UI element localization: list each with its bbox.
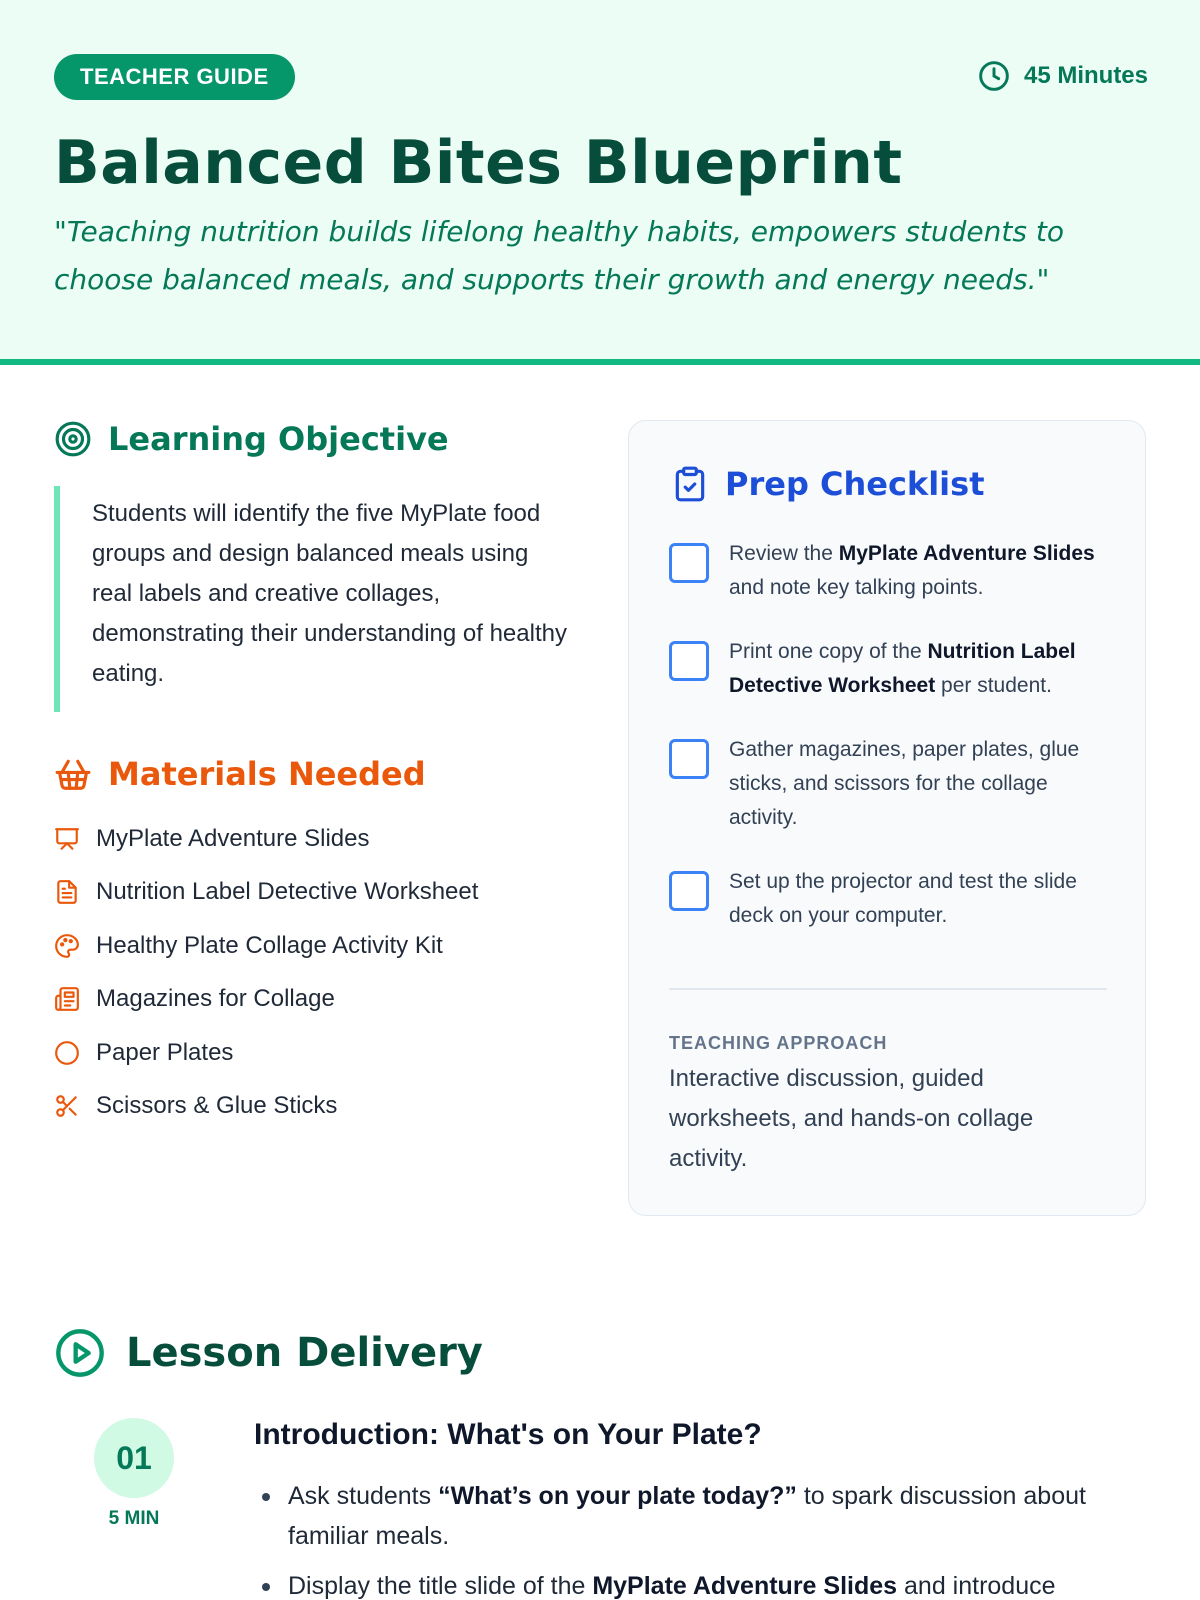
- material-label: Scissors & Glue Sticks: [96, 1092, 338, 1120]
- duration-indicator: [978, 58, 1148, 94]
- presentation-icon: [54, 826, 80, 852]
- checklist-item: [669, 733, 1109, 835]
- lesson-delivery-heading: [54, 1327, 483, 1379]
- circle-icon: [54, 1040, 80, 1066]
- materials-title: Materials Needed: [108, 755, 426, 793]
- material-label: Healthy Plate Collage Activity Kit: [96, 931, 443, 959]
- checklist-item: [669, 635, 1109, 703]
- checklist-text: Set up the projector and test the slide deck on your computer.: [729, 870, 1077, 927]
- list-item: Display the title slide of the MyPlate Adventure Slides and introduce: [260, 1566, 1160, 1600]
- checkbox[interactable]: [669, 871, 709, 911]
- learning-objective-heading: [54, 420, 449, 458]
- prep-checklist-heading: [671, 465, 984, 503]
- lesson-delivery-title: Lesson Delivery: [126, 1330, 483, 1376]
- material-label: Magazines for Collage: [96, 985, 335, 1013]
- step-bullet-list: [260, 1476, 1160, 1600]
- material-label: Paper Plates: [96, 1038, 234, 1066]
- clipboard-check-icon: [671, 465, 709, 503]
- prep-checklist-title: Prep Checklist: [725, 465, 985, 503]
- teaching-approach-label: TEACHING APPROACH: [669, 1033, 888, 1053]
- document-icon: [54, 879, 80, 905]
- palette-icon: [54, 933, 80, 959]
- learning-objective-text: Students will identify the five MyPlate food groups and design balanced meals using real labels and creative collages, demonstrating their understanding of healthy eating.: [54, 486, 574, 712]
- clock-icon: [978, 60, 1010, 92]
- scissors-icon: [54, 1093, 80, 1119]
- page-title: Balanced Bites Blueprint: [54, 128, 903, 198]
- materials-list: [54, 812, 594, 1133]
- teacher-guide-badge: TEACHER GUIDE: [54, 54, 295, 100]
- checkbox[interactable]: [669, 641, 709, 681]
- checklist-text: Review the MyPlate Adventure Slides and note key talking points.: [729, 542, 1095, 599]
- checklist-item: [669, 537, 1109, 605]
- step-duration: 5 MIN: [108, 1508, 160, 1529]
- target-icon: [54, 420, 92, 458]
- header-banner: [0, 0, 1200, 365]
- checklist-text: Gather magazines, paper plates, glue sticks, and scissors for the collage activity.: [729, 738, 1080, 829]
- duration-text: 45 Minutes: [1023, 62, 1148, 89]
- basket-icon: [54, 755, 92, 793]
- list-item: [54, 1026, 594, 1080]
- newspaper-icon: [54, 986, 80, 1012]
- list-item: [54, 1080, 594, 1134]
- learning-objective-title: Learning Objective: [108, 420, 449, 458]
- list-item: [54, 973, 594, 1027]
- prep-checklist-card: [628, 420, 1146, 1216]
- list-item: Ask students “What’s on your plate today?” to spark discussion about familiar meals.: [260, 1476, 1160, 1556]
- checklist-text: Print one copy of the Nutrition Label Detective Worksheet per student.: [729, 640, 1076, 697]
- header-quote: "Teaching nutrition builds lifelong healthy habits, empowers students to choose balanced meals, and supports their growth and energy needs.": [54, 215, 1064, 296]
- material-label: Nutrition Label Detective Worksheet: [96, 878, 479, 906]
- material-label: MyPlate Adventure Slides: [96, 824, 370, 852]
- checklist: [669, 537, 1109, 963]
- checklist-item: [669, 865, 1109, 933]
- list-item: [54, 812, 594, 866]
- teaching-approach-text: Interactive discussion, guided worksheets, and hands-on collage activity.: [669, 1065, 1034, 1172]
- checkbox[interactable]: [669, 739, 709, 779]
- step-title: Introduction: What's on Your Plate?: [254, 1418, 762, 1451]
- materials-heading: [54, 755, 426, 793]
- list-item: [54, 919, 594, 973]
- play-circle-icon: [54, 1327, 106, 1379]
- list-item: [54, 866, 594, 920]
- checkbox[interactable]: [669, 543, 709, 583]
- step-number: 01: [94, 1418, 174, 1498]
- divider: [669, 988, 1107, 990]
